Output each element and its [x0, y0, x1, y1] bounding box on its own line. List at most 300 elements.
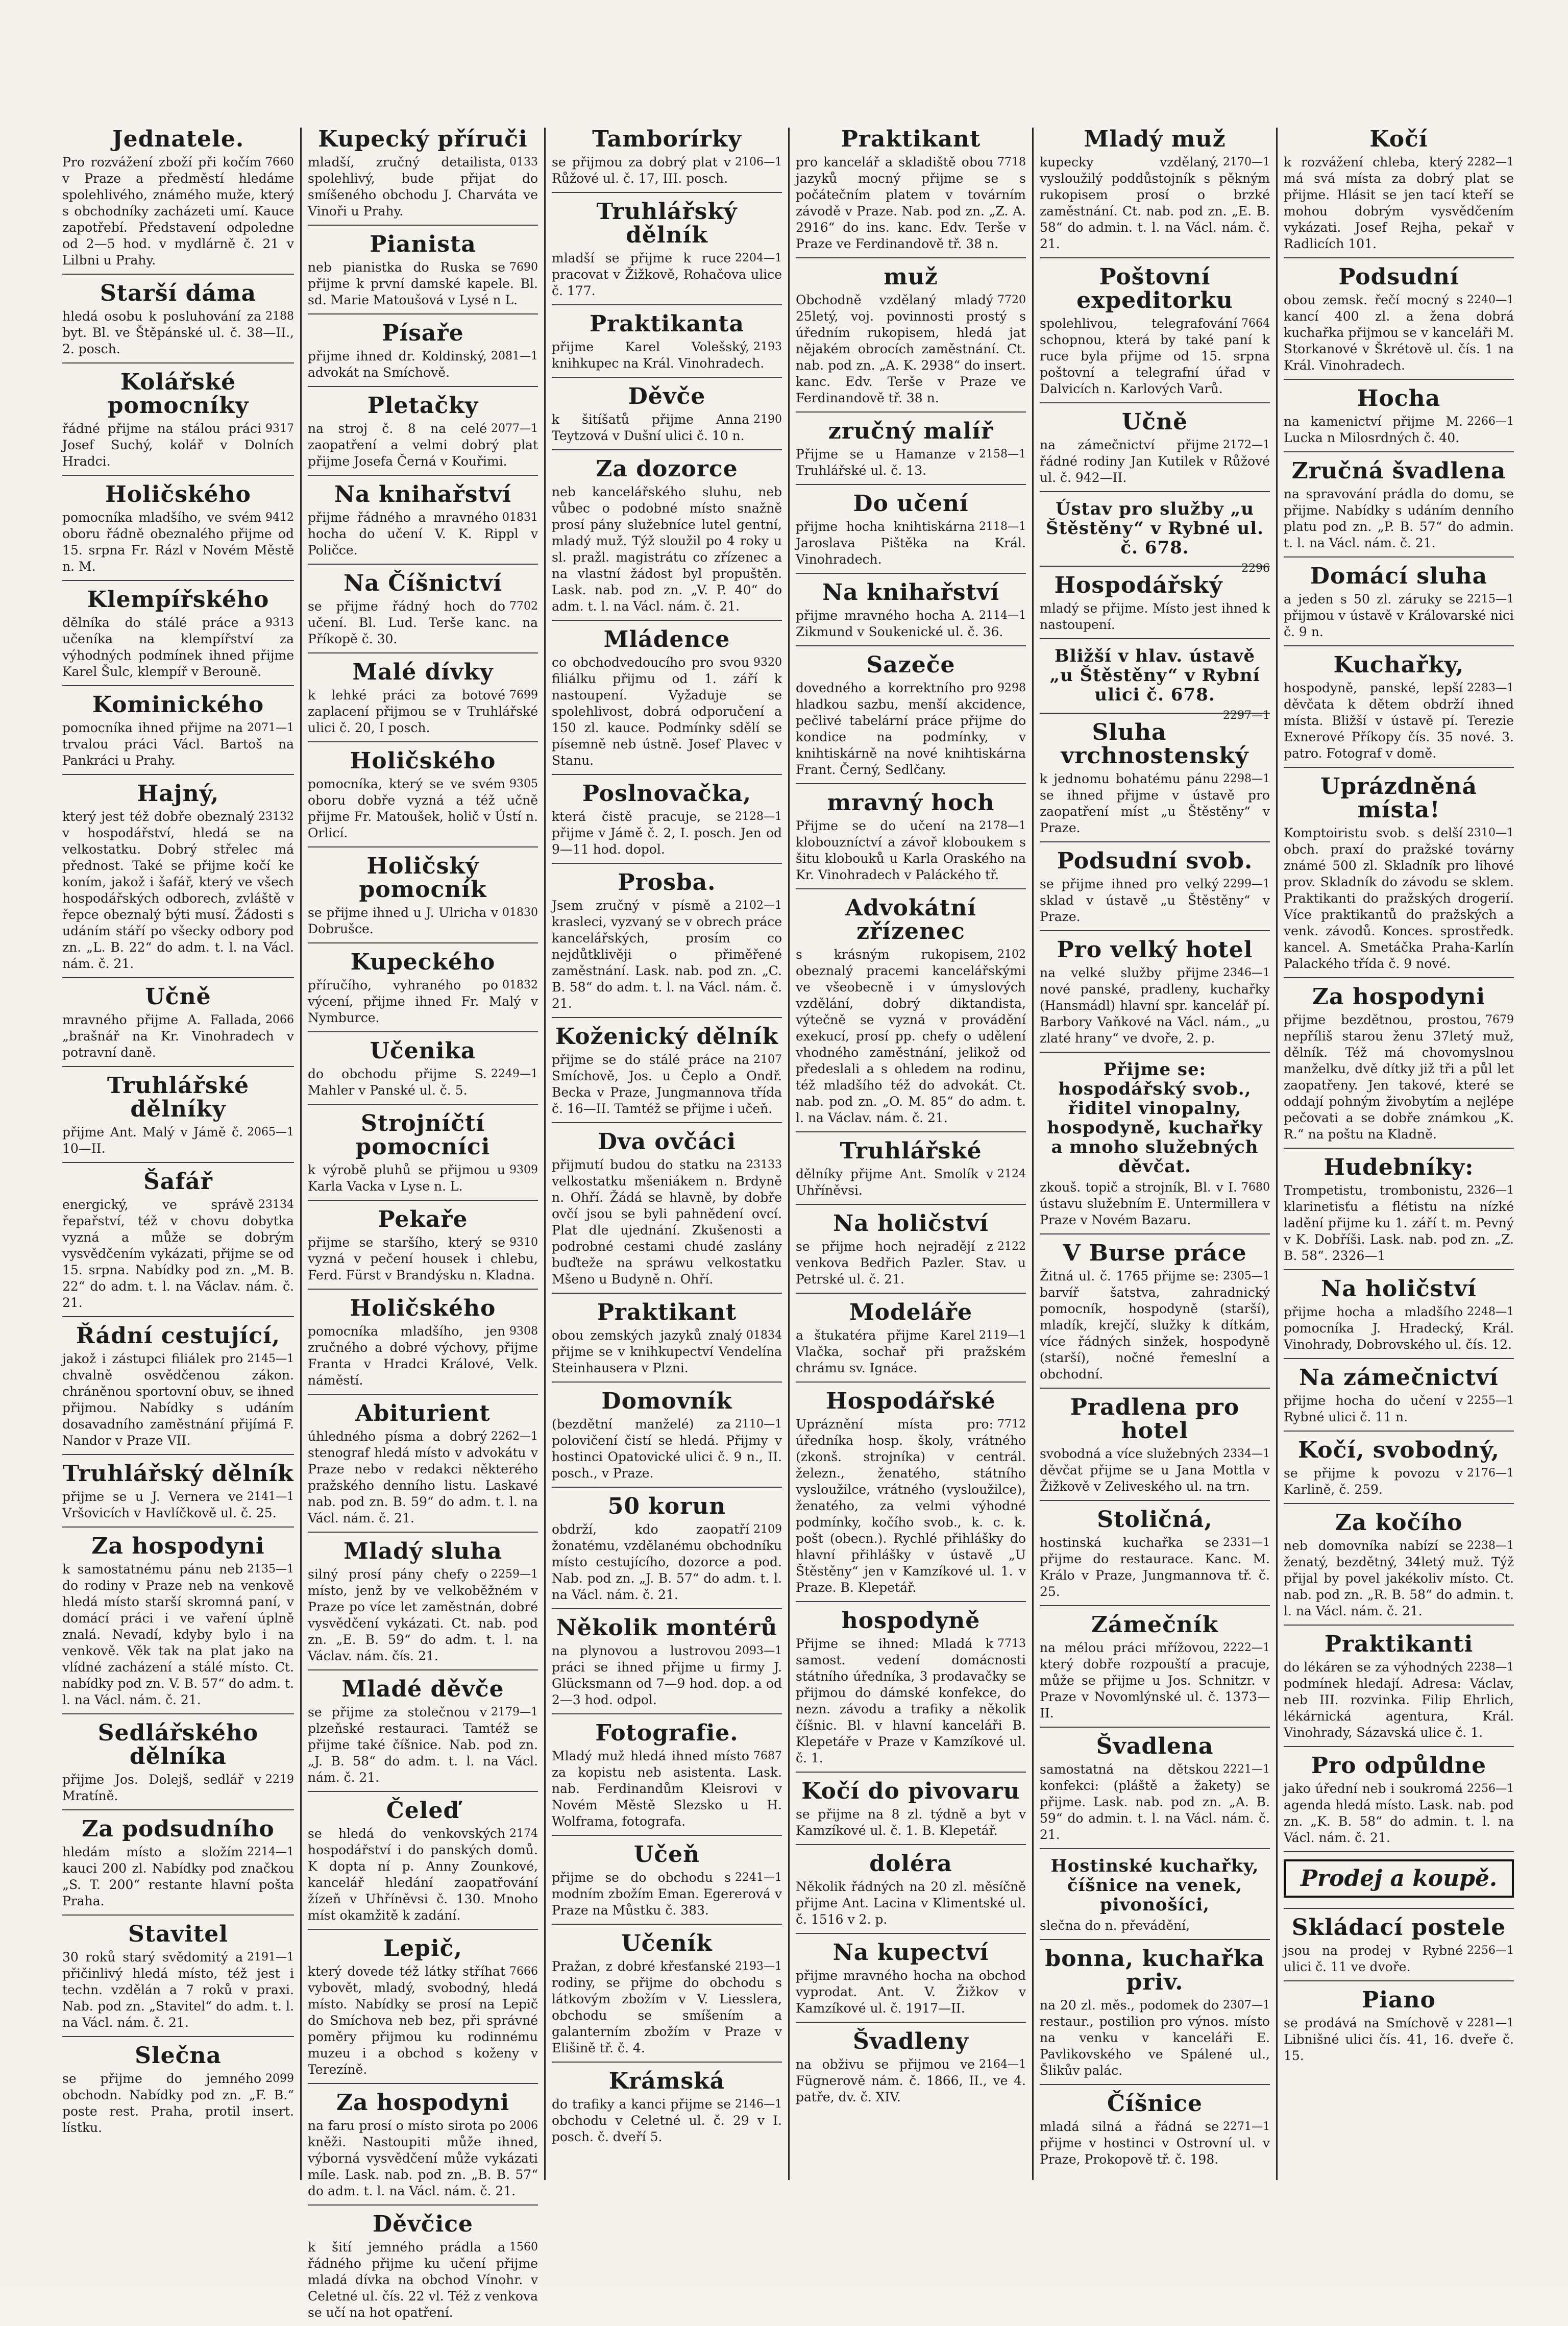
ad-text: s krásným rukopisem, obeznalý pracemi kancelářskými ve všeobecně i v úmyslových vzdělání, dobrý diktandista, výtečně se vyzná v provádění exekucí, prosí pp. chefy o udělení vhodného zaměstnání, jelikož od předeslali a s ohledem na rodinu, též mladšího též do advokát. Ct. nab. pod zn. „O. M. 85“ do adm. t. l. na Václav. nám. č. 21.: [796, 947, 1026, 1125]
ad-text: přijme se u J. Vernera ve Vršovicích v Havlíčkově ul. č. 25.: [62, 1489, 277, 1520]
ad-body: [796, 818, 1026, 883]
ad-body: [308, 1066, 538, 1099]
ad-number: 2238—1: [1467, 1539, 1514, 1552]
ad-number: 2119—1: [979, 1329, 1026, 1342]
ad-number: 2146—1: [735, 2098, 782, 2111]
ad-heading: Učně: [1121, 409, 1188, 435]
ad-text: neb kancelářského sluhu, neb vůbec o podobné místo snažně prosí pány služebníce lutel gentní, mladý muž. Týž sloužil po 4 roky u sl. pražl. magistrátu co zřízenec a na vlastní žádost byl propuštěn. Lask. nab. pod zn. „V. P. 40“ do adm. t. l. na Václ. nám. č. 21.: [552, 484, 782, 614]
ad-text: Mladý muž hledá ihned místo za kopistu neb asistenta. Lask. nab. Ferdinandům Kleisrovi v Novém Městě Slezsko u H. Wolframa, fotografa.: [552, 1749, 782, 1829]
classified-ad: [796, 1212, 1026, 1294]
ad-heading: Několik montérů: [556, 1615, 778, 1641]
ad-text: obou zemsk. řečí mocný s kancí 400 zl. a žena dobrá kuchařka přijmou se v kanceláři M. Storkanové v Škrétově ul. čís. 1 na Král. Vinohradech.: [1284, 293, 1514, 373]
classified-ad: [552, 1722, 782, 1836]
ad-body: [62, 1949, 294, 2031]
classified-ad: [308, 2213, 538, 2326]
ad-number: 2109: [753, 1523, 782, 1536]
ad-number: 2346—1: [1223, 966, 1270, 979]
ad-number: 2281—1: [1467, 2017, 1514, 2029]
ad-text: řádné přijme na stálou práci Josef Suchý, kolář v Dolních Hradci.: [62, 421, 294, 469]
ad-heading: Uprázdněná místa!: [1320, 773, 1478, 823]
classified-ad: [62, 282, 294, 364]
classified-ad: [1040, 1060, 1270, 1234]
ad-text: Několik řádných na 20 zl. měsíčně přijme Ant. Lacina v Klimentské ul. č. 1516 v 2. p.: [796, 1879, 1026, 1927]
ad-number: 2334—1: [1223, 1447, 1270, 1460]
ad-text: (bezdětní manželé) za polovičení čistí se hledá. Přijmy v hostinci Opatovické ulici č. 9 n., II. posch., v Praze.: [552, 1417, 782, 1481]
ad-body: [552, 1157, 782, 1288]
ad-body: [552, 154, 782, 187]
ad-text: Obchodně vzdělaný mladý 25letý, voj. povinnosti prostý s úředním rukopisem, hledá jat nějakém obrocích zaměstnání. Ct. nab. pod zn. „A. K. 2938“ do insert. kanc. Edv. Terše v Praze ve Ferdinandově tř. 38 n.: [796, 293, 1026, 405]
ad-text: se přijme ihned pro velký sklad v ústavě „u Štěstěny“ v Praze.: [1040, 877, 1270, 924]
ad-text: pomocníka mladšího, ve svém oboru řádně obeznalého přijme od 15. srpna Fr. Rázl v Novém Městě n. M.: [62, 510, 294, 574]
classified-ad: [308, 855, 538, 943]
ad-number: 7702: [509, 600, 538, 613]
classified-ad: [1284, 1754, 1514, 1852]
ad-heading: Děvče: [628, 383, 706, 409]
ad-text: se přijme k povozu v Karlině, č. 259.: [1284, 1466, 1463, 1497]
ad-body: [796, 2056, 1026, 2105]
ad-body: [308, 687, 538, 736]
classified-ad: [796, 1390, 1026, 1602]
ad-heading: Piano: [1362, 1987, 1436, 2013]
ad-text: k výrobě pluhů se přijmou u Karla Vacka v Lyse n. L.: [308, 1162, 505, 1194]
ad-body: [796, 154, 1026, 252]
ad-heading: Kolářské pomocníky: [107, 369, 249, 419]
classified-ad: [1040, 1396, 1270, 1501]
ad-text: na plynovou a lustrovou práci se ihned přijme u firmy J. Glücksmann od 7—9 hod. dop. a od 2—3 hod. odpol.: [552, 1643, 782, 1707]
ad-body: [62, 1844, 294, 1909]
ad-body: [1284, 1943, 1514, 1975]
classified-ad: [1284, 653, 1514, 768]
ad-body: [62, 1012, 294, 1061]
ad-heading: Kočí do pivovaru: [801, 1778, 1020, 1804]
classified-ad: [62, 1722, 294, 1810]
ad-body: [1040, 437, 1270, 486]
ad-text: pomocníka mladšího, jen zručného a dobré výchovy, přijme Franta v Hradci Králové, Velk. náměstí.: [308, 1324, 538, 1388]
ad-number: 7664: [1241, 317, 1270, 330]
classified-ad: [1284, 1859, 1514, 1909]
ad-body: [1284, 486, 1514, 551]
ad-body: [62, 1351, 294, 1449]
ad-heading: Stoličná,: [1097, 1507, 1213, 1533]
ad-heading: Za dozorce: [596, 456, 738, 482]
classified-ad: [308, 1112, 538, 1201]
ad-heading: Čeleď: [386, 1798, 460, 1824]
ad-heading: Za hospodyni: [91, 1533, 265, 1559]
ad-number: 2065—1: [247, 1126, 294, 1138]
ad-text: která čistě pracuje, se přijme v Jámě č. 2, I. posch. Jen od 9—11 hod. dopol.: [552, 809, 782, 857]
ad-heading: Praktikant: [597, 1299, 737, 1325]
ad-text: k jednomu bohatému pánu se ihned přijme v ústavě pro zaopatření míst „u Štěstěny“ v Praze.: [1040, 771, 1270, 835]
ad-text: mladý se přijme. Místo jest ihned k nastoupení.: [1040, 601, 1270, 632]
ad-heading: Starší dáma: [100, 280, 256, 306]
ad-body: [1284, 1304, 1514, 1353]
ad-number: 2262—1: [491, 1430, 538, 1443]
classified-ad: [796, 897, 1026, 1132]
ad-number: 2188: [265, 310, 294, 323]
ad-body: [1040, 1918, 1270, 1934]
ad-number: 01834: [746, 1329, 782, 1342]
classified-ad: [796, 1852, 1026, 1934]
ad-text: na 20 zl. měs., podomek do restaur., postilion pro výnos. místo na venku v kanceláři E. Pavlikovského ve Spálené ul., Šlikův palác.: [1040, 1998, 1270, 2078]
classified-ad: [1040, 1947, 1270, 2085]
classified-ad: [1040, 128, 1270, 258]
ad-body: [62, 1772, 294, 1804]
ad-text: hospodyně, panské, lepší děvčata k dětem obdrží ihned místa. Bližší v ústavě pí. Terezie Exnerové Příkopy čís. 35 nové. 3. patro. Fotograf v domě.: [1284, 681, 1514, 761]
ad-heading: Hostinské kuchařky, číšnice na venek, pivonošíci,: [1050, 1856, 1259, 1915]
ad-heading: Zámečník: [1091, 1612, 1219, 1638]
classified-ad: [308, 394, 538, 476]
ad-text: dovedného a korrektního pro hladkou sazbu, menší akcidence, pečlivé tabelární práce přijme do kondice na podmínky, v knihtiskárně na nové knihtiskárna Frant. Černý, Sedlčany.: [796, 681, 1026, 777]
ad-number: 2310—1: [1467, 827, 1514, 839]
ad-body: [1284, 1465, 1514, 1498]
ad-text: Komptoiristu svob. s delší obch. praxí do pražské továrny známé 500 zl. Skladník pro lihové prov. Skladník do závodu se sklem. Praktikanti do pražských drogerií. Více praktikantů do pražských a venk. závodů. Konces. sprostředk. kancel. A. Smetáčka Praha-Karlín Palackého třída č. 9 nové.: [1284, 826, 1514, 971]
ad-number: 7699: [509, 689, 538, 701]
ad-heading: Mladý muž: [1084, 126, 1226, 152]
classified-ad: [308, 951, 538, 1032]
ad-text: zkouš. topič a strojník, Bl. v I. ústavu služebním E. Untermillera v Praze v Novém Bazaru.: [1040, 1180, 1270, 1227]
ad-body: [1040, 876, 1270, 925]
ad-body: [308, 259, 538, 308]
ad-text: k samostatnému pánu neb do rodiny v Praze neb na venkově hledá místo starší skromná paní, v domácí práci i ve vaření úplně znalá. Nevadí, kdyby bylo i na venkově. Věk tak na plat jako na vlídné zacházení a stálé místo. Ct. nabídky pod zn. V. B. 57“ do adm. t. l. na Václ. nám. č. 21.: [62, 1562, 294, 1707]
ad-heading: Holičského: [350, 1295, 496, 1321]
ad-text: k šitíšatů přijme Anna Teytzová v Dušní ulici č. 10 n.: [552, 412, 749, 443]
ad-body: [62, 1489, 294, 1521]
ad-body: [552, 1643, 782, 1708]
classified-ad: [796, 791, 1026, 889]
ad-text: mladá silná a řádná se přijme v hostinci v Ostrovní ul. v Praze, Prokopově tř. č. 198.: [1040, 2119, 1270, 2167]
ad-number: 2204—1: [735, 252, 782, 264]
classified-ad: [1040, 1242, 1270, 1389]
column-6: [1276, 128, 1520, 2180]
ad-body: [552, 339, 782, 372]
column-4: [788, 128, 1032, 2180]
classified-ad: [62, 1923, 294, 2037]
ad-body: [796, 446, 1026, 479]
ad-number: 2249—1: [491, 1068, 538, 1080]
classified-ad: [1040, 1613, 1270, 1728]
ad-heading: Pro velký hotel: [1057, 937, 1253, 963]
classified-ad: [796, 1941, 1026, 2023]
ad-text: který dovede též látky stříhat vybovět, mladý, svobodný, hledá místo. Nabídky se prosí na Lepič do Smíchova neb bez, při správné poměry přijmou ku rodinnému muzeu i a obchod s koženy v Terezíně.: [308, 1964, 538, 2077]
ad-text: se přijmou za dobrý plat v Růžové ul. č. 17, III. posch.: [552, 155, 731, 186]
ad-body: [62, 1197, 294, 1311]
ad-heading: mravný hoch: [827, 790, 995, 816]
ad-heading: Do učení: [853, 491, 969, 517]
classified-ad: [1284, 1989, 1514, 2069]
ad-heading: Pletačky: [367, 393, 479, 419]
classified-ad: [62, 588, 294, 686]
classified-ad: [796, 653, 1026, 784]
ad-heading: Domovník: [601, 1388, 732, 1414]
ad-number: 23132: [258, 810, 294, 823]
ad-text: spolehlivou, telegrafování schopnou, která by také paní k ruce byla přijme od 15. srpna poštovní a telegrafní úřad v Dalvicích n. Karlových Varů.: [1040, 316, 1270, 396]
classified-ad: [552, 1130, 782, 1294]
ad-heading: Za kočího: [1335, 1510, 1463, 1536]
classified-ad: [796, 1301, 1026, 1383]
ad-text: přijme mravného hocha A. Zikmund v Soukenické ul. č. 36.: [796, 608, 1003, 639]
classified-columns: [56, 126, 1521, 2320]
ad-number: 2193—1: [735, 1960, 782, 1973]
ad-heading: Truhlářský dělník: [596, 199, 738, 248]
ad-body: [1040, 2119, 1270, 2168]
classified-ad: [1284, 1916, 1514, 1981]
ad-text: do obchodu přijme S. Mahler v Panské ul. č. 5.: [308, 1067, 487, 1098]
classified-ad: [552, 1025, 782, 1123]
ad-text: na spravování prádla do domu, se přijme. Nabídky s udáním denního platu pod zn. „P. B. 57“ do admin. t. l. na Václ. nám. č. 21.: [1284, 487, 1514, 550]
ad-heading: Hospodářský: [1054, 572, 1223, 598]
ad-number: 7718: [997, 156, 1026, 168]
classified-ad: [552, 1932, 782, 2063]
ad-body: [308, 977, 538, 1026]
ad-heading: Kupecký příruči: [318, 126, 528, 152]
ad-text: mravného přijme A. Fallada, „brašnář na Kr. Vinohradech v potravní daně.: [62, 1012, 294, 1060]
ad-number: 2174: [509, 1827, 538, 1840]
ad-number: 2093—1: [735, 1644, 782, 1657]
ad-body: [1040, 316, 1270, 397]
ad-body: [62, 615, 294, 680]
ad-number: 2102—1: [735, 899, 782, 912]
ad-heading: Klempířského: [87, 587, 270, 613]
ad-body: [1284, 825, 1514, 972]
ad-text: který jest též dobře obeznalý v hospodářství, hledá se na velkostatku. Dobrý střelec má přednost. Také se přijme kočí ke koním, jakož i šafář, který ve všech hospodářských odborech, zvláště v řepce obeznalý býti musí. Žádosti s udáním stáří po všecky odbory pod zn. „L. B. 22“ do adm. t. l. na Václ. nám. č. 21.: [62, 809, 294, 971]
ad-body: [308, 905, 538, 937]
classified-ad: [308, 1208, 538, 1290]
classified-ad: [308, 1402, 538, 1533]
ad-number: 2255—1: [1467, 1394, 1514, 1407]
ad-number: 2107: [753, 1053, 782, 1066]
ad-heading: Holičského: [105, 481, 251, 507]
ad-heading: Stavitel: [128, 1921, 228, 1947]
ad-text: přijme Jos. Dolejš, sedlář v Mratíně.: [62, 1772, 261, 1803]
ad-number: 2077—1: [491, 422, 538, 435]
ad-heading: Učeň: [633, 1842, 700, 1868]
ad-body: [552, 1327, 782, 1376]
ad-heading: Číšnice: [1107, 2091, 1203, 2117]
ad-number: 7679: [1485, 1013, 1514, 1026]
classified-ad: [308, 128, 538, 226]
ad-body: [552, 2096, 782, 2145]
ad-body: [308, 598, 538, 647]
ad-number: 0133: [509, 156, 538, 168]
ad-body: [62, 1124, 294, 1157]
classified-ad: [62, 1535, 294, 1714]
ad-text: hledám místo a složím kauci 200 zl. Nabídky pod značkou „S. T. 200“ restante hlavní pošta Praha.: [62, 1845, 294, 1908]
classified-ad: [308, 749, 538, 847]
ad-heading: Hocha: [1357, 385, 1441, 411]
ad-text: obdrží, kdo zaopatří žonatému, vzdělanému obchodníku místo cestujícího, dozorce a pod. Nab. pod zn. „J. B. 57“ do adm. t. l. na Václ. nám. č. 21.: [552, 1522, 782, 1602]
ad-number: 2266—1: [1467, 415, 1514, 428]
ad-body: [1040, 1535, 1270, 1600]
ad-text: dělníky přijme Ant. Smolík v Uhříněvsi.: [796, 1167, 993, 1198]
ad-text: energický, ve správě řepařství, též v chovu dobytka vyzná a může se dobrým vysvědčením vykázati, přijme se od 15. srpna. Nabídky pod zn. „M. B. 22“ do adm. t. l. na Václav. nám. č. 21.: [62, 1197, 294, 1310]
classified-ad: [1284, 565, 1514, 646]
ad-heading: Hospodářské: [826, 1388, 996, 1414]
classified-ad: [1284, 459, 1514, 558]
ad-text: co obchodvedoucího pro svou filiálku přijmu od 1. září k nastoupení. Vyžaduje se spolehlivost, dobrá odporučení a 150 zl. kauce. Podmínky sdělí se písemně neb ústně. Josef Plavec v Stanu.: [552, 655, 782, 768]
ad-heading: Mládence: [603, 626, 730, 652]
ad-body: [1040, 600, 1270, 633]
ad-heading: Pekaře: [378, 1206, 468, 1232]
ad-body: [308, 1704, 538, 1786]
ad-number: 1560: [509, 2241, 538, 2254]
ad-heading: Dva ovčáci: [597, 1129, 737, 1155]
ad-heading: hospodyně: [841, 1608, 981, 1634]
classified-ad: [62, 1462, 294, 1528]
classified-ad: [552, 1301, 782, 1383]
ad-number: 01831: [502, 511, 538, 524]
classified-ad: [552, 1616, 782, 1714]
ad-number: 2298—1: [1223, 772, 1270, 785]
classified-ad: [796, 492, 1026, 574]
ad-number: 9298: [997, 682, 1026, 694]
ad-number: 23133: [746, 1158, 782, 1171]
column-3: [544, 128, 788, 2180]
ad-text: přijme hocha knihtiskárna Jaroslava Pištěka na Král. Vinohradech.: [796, 519, 1026, 567]
ad-body: [552, 1748, 782, 1830]
ad-number: 2191—1: [247, 1951, 294, 1964]
ad-heading: Učeník: [621, 1930, 713, 1956]
section-box-heading: Prodej a koupě.: [1284, 1859, 1514, 1898]
classified-ad: [552, 312, 782, 378]
ad-text: přijme hocha do učení v Rybné ulici č. 11 n.: [1284, 1393, 1463, 1424]
ad-text: Přijme se u Hamanze v Truhlářské ul. č. 13.: [796, 447, 975, 478]
ad-heading: Poslnovačka,: [582, 781, 752, 807]
ad-number: 2081—1: [491, 350, 538, 362]
ad-number: 9313: [265, 616, 294, 629]
classified-ad: [1284, 387, 1514, 452]
ad-heading: doléra: [869, 1851, 952, 1877]
ad-body: [62, 421, 294, 470]
ad-body: [552, 655, 782, 769]
ad-body: [62, 809, 294, 972]
ad-heading: Kominického: [92, 692, 264, 718]
ad-body: [308, 2118, 538, 2199]
ad-heading: Pianista: [370, 231, 476, 257]
ad-number: 9308: [509, 1325, 538, 1338]
classified-ad: [308, 1039, 538, 1105]
classified-ad: [308, 1678, 538, 1792]
ad-body: [62, 308, 294, 357]
ad-text: do lékáren se za výhodných podmínek hledají. Adresa: Václav, neb III. rozvinka. Filip Ehrlich, lékárnická agentura, Král. Vinohrady, Sázavská ulice č. 1.: [1284, 1660, 1514, 1740]
ad-text: přijme bezdětnou, prostou, nepříliš starou ženu 37letý muž, dělník. Též má chovomyslnou manželku, dvě dítky již tři a půl let zaopatřeny. Jen takové, které se oddají pohným živobytím a nejlépe pečovati a se dobře známkou „K. R.“ na poštu na Kladně.: [1284, 1012, 1514, 1142]
ad-heading: Bližší v hlav. ústavě „u Štěstěny“ v Rybní ulici č. 678.: [1049, 646, 1260, 705]
classified-ad: [552, 628, 782, 775]
classified-ad: [1040, 1735, 1270, 1849]
ad-text: neb domovníka nabízí se ženatý, bezdětný, 34letý muž. Týž přijal by povel jakékoliv místo. Ct. nab. pod zn. „R. B. 58“ do admin. t. l. na Václ. nám. č. 21.: [1284, 1538, 1514, 1618]
ad-number: 2179—1: [491, 1706, 538, 1718]
ad-number: 7720: [997, 294, 1026, 306]
ad-heading: Švadleny: [853, 2028, 969, 2054]
ad-body: [62, 2071, 294, 2136]
classified-ad: [1284, 1156, 1514, 1270]
ad-number: 2071—1: [247, 721, 294, 734]
ad-heading: Modeláře: [849, 1299, 973, 1325]
classified-ad: [1040, 721, 1270, 842]
ad-number: 2326—1: [1467, 1184, 1514, 1197]
ad-text: se přijme hoch nejradějí z venkova Bedřich Pazler. Stav. u Petrské ul. č. 21.: [796, 1239, 1026, 1287]
ad-text: jakož i zástupci filiálek pro chvalně osvědčenou zákon. chráněnou sportovní obuv, se ihned přijmou. Nabídky s udáním dosavadního zaměstnání přijímá F. Nandor v Praze VII.: [62, 1351, 294, 1448]
ad-body: [308, 1826, 538, 1924]
ad-number: 2102: [997, 948, 1026, 961]
ad-text: přijme mravného hocha na obchod vyprodat. Ant. V. Žižkov v Kamzíkové ul. č. 1917—II.: [796, 1968, 1026, 2016]
ad-number: 9309: [509, 1164, 538, 1176]
ad-body: [1284, 1659, 1514, 1741]
ad-text: hostinská kuchařka se přijme do restaurace. Kanc. M. Králo v Praze, Jungmannova tř. č. 25.: [1040, 1535, 1270, 1599]
ad-heading: Za hospodyni: [1312, 984, 1486, 1010]
ad-body: [1284, 1393, 1514, 1425]
classified-ad: [62, 1324, 294, 1455]
ad-heading: Domácí sluha: [1310, 563, 1488, 589]
ad-heading: Kočí, svobodný,: [1298, 1437, 1500, 1463]
ad-body: [552, 1052, 782, 1117]
ad-text: pomocníka ihned přijme na trvalou práci Václ. Bartoš na Pankráci u Prahy.: [62, 720, 294, 768]
classified-ad: [1284, 775, 1514, 978]
classified-ad: [552, 1390, 782, 1488]
ad-text: na velké služby přijme nové panské, pradleny, kuchařky (Hansmádl) hlavní spr. kancelář pí. Barbory Vaňkové na Václ. nám., „u zlaté hrany“ ve dvoře, 2. p.: [1040, 965, 1270, 1046]
ad-heading: Malé dívky: [352, 659, 494, 685]
ad-number: 9310: [509, 1236, 538, 1249]
classified-ad: [552, 457, 782, 621]
ad-heading: Poštovní expeditorku: [1076, 264, 1233, 313]
classified-ad: [796, 420, 1026, 485]
ad-text: se přijme řádný hoch do učení. Bl. Lud. Terše kanc. na Příkopě č. 30.: [308, 599, 538, 646]
ad-body: [552, 484, 782, 615]
ad-body: [1284, 414, 1514, 446]
ad-body: [552, 898, 782, 1012]
ad-heading: Hudebníky:: [1324, 1154, 1474, 1180]
ad-number: 9317: [265, 422, 294, 435]
ad-body: [308, 421, 538, 470]
ad-number: 2282—1: [1467, 156, 1514, 168]
ad-heading: Na holičství: [833, 1210, 989, 1237]
ad-heading: Sazeče: [866, 652, 955, 678]
ad-body: [308, 1964, 538, 2078]
ad-text: a štukatéra přijme Karel Vlačka, sochař při pražském chrámu sv. Ignáce.: [796, 1328, 1026, 1375]
ad-number: 2331—1: [1223, 1536, 1270, 1549]
ad-heading: Praktikanti: [1324, 1631, 1474, 1657]
ad-body: [552, 1958, 782, 2056]
ad-text: Upráznění místa pro: úředníka hosp. školy, vrátného (zkonš. strojníka) v centrál. železn., ženatého, státního vysloužilce, vrátného (vysloužilce), ženatého, za velmi výhodné podmínky, kočího svob., k. c. k. pošt (obecn.). Rychlé přihlášky do hlavní přihlášky v ústavě „U Štěstěny“ jen v Kamzíkové ul. 1. v Praze. B. Klepetář.: [796, 1417, 1026, 1595]
classified-ad: [308, 233, 538, 314]
ad-body: [796, 608, 1026, 640]
ad-heading: Tamborírky: [592, 126, 742, 152]
ad-number: 2118—1: [979, 520, 1026, 533]
ad-number: 2170—1: [1223, 156, 1270, 168]
ad-number: 2296: [1241, 562, 1270, 575]
ad-text: k rozvážení chleba, který má svá místa za dobrý plat se přijme. Hlásit se jen tací kteří se mohou dobrým vysvědčením vykázati. Josef Rejha, pekař v Radlicích 101.: [1284, 155, 1514, 251]
ad-heading: Strojníčtí pomocníci: [355, 1110, 491, 1160]
classified-ad: [62, 985, 294, 1067]
ad-body: [796, 947, 1026, 1126]
ad-number: 2145—1: [247, 1352, 294, 1365]
classified-ad: [796, 1140, 1026, 1205]
classified-ad: [1040, 646, 1270, 722]
ad-heading: Praktikanta: [589, 311, 745, 337]
ad-body: [308, 1234, 538, 1283]
classified-ad: [308, 1937, 538, 2084]
ad-text: přijmutí budou do statku na velkostatku mšeniákem n. Brdyně n. Ohří. Žádá se hlavně, by dobře ovčí jsou se byli pahnědení ovcí. Plat dle ujednání. Zkušenosti a podrobné cestami chudé zaslány buďteže na spráwu velkostatku Mšeno u Budyně n. Ohří.: [552, 1157, 782, 1287]
classified-ad: [62, 1818, 294, 1916]
ad-heading: Na holičství: [1321, 1276, 1477, 1302]
ad-heading: Krámská: [608, 2068, 725, 2094]
ad-heading: V Burse práce: [1063, 1240, 1247, 1266]
classified-ad: [552, 1495, 782, 1609]
ad-number: 2110—1: [735, 1418, 782, 1431]
ad-heading: Pro odpůldne: [1311, 1753, 1487, 1779]
ad-text: přijme Karel Volešský, knihkupec na Král. Vinohradech.: [552, 340, 765, 371]
ad-body: [1284, 1182, 1514, 1264]
ad-text: se přijme do jemného obchodn. Nabídky pod zn. „F. B.“ poste rest. Praha, protil insert. lístku.: [62, 2071, 294, 2135]
